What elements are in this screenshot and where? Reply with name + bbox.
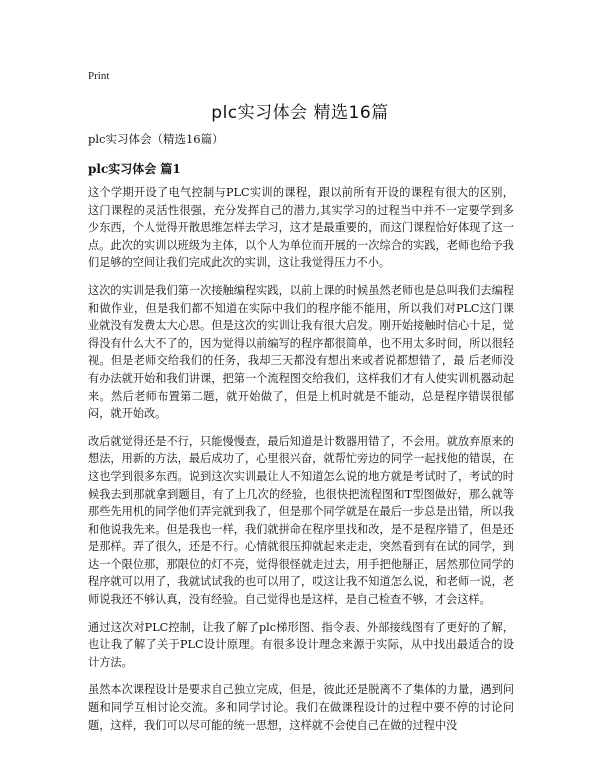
section-heading: plc实习体会 篇1 bbox=[88, 162, 181, 176]
paragraph-3: 改后就觉得还是不行，只能慢慢查，最后知道是计数器用错了，不会用。就放弃原来的想法，用新的方法，最后成功了，心里很兴奋，就帮忙旁边的同学一起找他的错误，在这也学到很多东西。说到这次实训最让人不知道怎么说的地方就是考试时了，考试的时候我去到那就拿到题目，有了上几次的经验，也很快把流程图和T型图做好，那么就等那些先用机的同学他们弄完就到我了，但是那个同学就是在最后一步总是出错，所以我和他说我先来。但是我也一样，我们就拼命在程序里找和改，是不是程序错了，但是还是那样。弄了很久，还是不行。心情就很压抑就起来走走，突然看到有在试的同学，到达一个限位那，那限位的灯不亮，觉得很怪就走过去，用手把他掰正，居然那位同学的程序就可以用了，我就试试我的也可以用了，哎这让我不知道怎么说，和老师一说，老师说我还不够认真，没有经验。自己觉得也是这样，是自己检查不够，才会这样。 bbox=[88, 434, 514, 607]
document-body bbox=[88, 184, 514, 744]
paragraph-1: 这个学期开设了电气控制与PLC实训的课程，跟以前所有开设的课程有很大的区别，这门课程的灵活性很强，充分发挥自己的潜力,其实学习的过程当中并不一定要学到多少东西，个人觉得开散思维怎样去学习，这才是最重要的，而这门课程恰好体现了这一点。此次的实训以班级为主体，以个人为单位而开展的一次综合的实践，老师也给予我们足够的空间让我们完成此次的实训，这让我觉得压力不小。 bbox=[88, 186, 514, 270]
paragraph-5: 虽然本次课程设计是要求自己独立完成，但是，彼此还是脱离不了集体的力量，遇到问题和同学互相讨论交流。多和同学讨论。我们在做课程设计的过程中要不停的讨论问题，这样，我们可以尽可能的统一思想，这样就不会使自己在做的过程中没 bbox=[88, 683, 514, 732]
document-subtitle: plc实习体会（精选16篇） bbox=[88, 132, 224, 146]
paragraph-2: 这次的实训是我们第一次接触编程实践，以前上课的时候虽然老师也是总叫我们去编程和做作业，但是我们都不知道在实际中我们的程序能不能用，所以我们对PLC这门课业就没有发费太大心思。但是这次的实训让我有很大启发。刚开始接触时信心十足，觉得没有什么大不了的，因为觉得以前编写的程序都很简单，也不用太多时间，所以很轻视。但是老师交给我们的任务，我却三天都没有想出来或者说都想错了，最 后老师没有办法就开始和我们讲课，把第一个流程图交给我们，这样我们才有人使实训机器动起来。然后老师布置第二题，就开始做了，但是上机时就是不能动，总是程序错误很郁闷，就开始改。 bbox=[88, 283, 514, 421]
print-label: Print bbox=[88, 70, 110, 82]
paragraph-4: 通过这次对PLC控制，让我了解了plc梯形图、指令表、外部接线图有了更好的了解，也让我了解了关于PLC设计原理。有很多设计理念来源于实际，从中找出最适合的设计方法。 bbox=[88, 620, 514, 669]
document-title: plc实习体会 精选16篇 bbox=[211, 103, 389, 123]
